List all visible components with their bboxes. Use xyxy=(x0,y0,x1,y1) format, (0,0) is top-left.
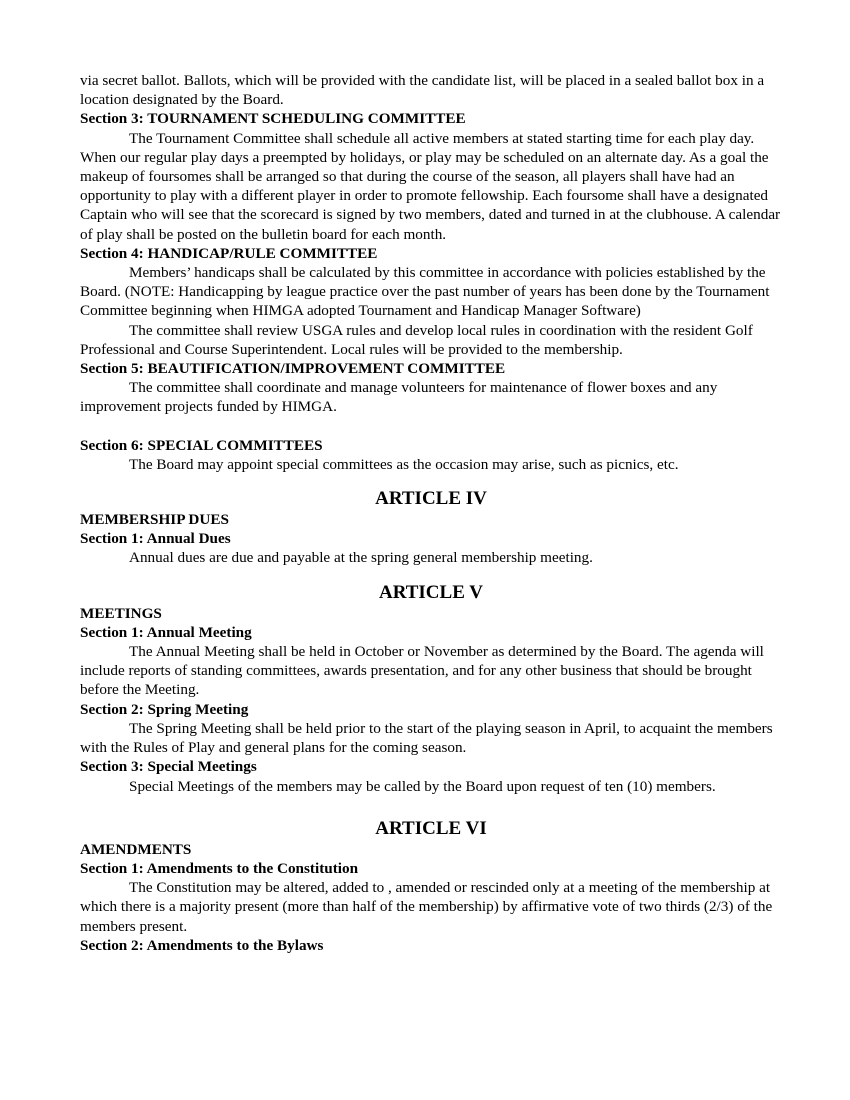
article-subtitle-dues: MEMBERSHIP DUES xyxy=(80,511,229,529)
handicap-paragraph: Members’ handicaps shall be calculated by this committee in accordance with policies established by the Board. (NOTE: Handicapping by league practice over the past number of years has been done by the Tournament Committee beginning when HIMGA adopted Tournament and Handicap Manager Software) xyxy=(80,264,770,320)
document-page xyxy=(80,71,782,955)
spacer xyxy=(80,796,782,818)
beautification-paragraph: The committee shall coordinate and manage volunteers for maintenance of flower boxes and any improvement projects funded by HIMGA. xyxy=(80,379,718,416)
annual-meeting-paragraph: The Annual Meeting shall be held in October or November as determined by the Board. The agenda will include reports of standing committees, awards presentation, and for any other business that should be brought before the Meeting. xyxy=(80,643,764,699)
article-heading-v: ARTICLE V xyxy=(378,581,484,603)
constitution-amendments-paragraph: The Constitution may be altered, added to , amended or rescinded only at a meeting of the membership at which there is a majority present (more than half of the membership) by affirmative vote of two thirds (2/3) of the members present. xyxy=(80,879,773,935)
section-heading-beautification: Section 5: BEAUTIFICATION/IMPROVEMENT COMMITTEE xyxy=(80,360,506,378)
spacer xyxy=(80,568,782,582)
section-heading-special-meetings: Section 3: Special Meetings xyxy=(80,758,257,776)
special-meetings-paragraph: Special Meetings of the members may be called by the Board upon request of ten (10) members. xyxy=(129,777,716,795)
article-subtitle-amendments: AMENDMENTS xyxy=(80,840,192,858)
blank-line xyxy=(80,417,782,436)
section-heading-tournament: Section 3: TOURNAMENT SCHEDULING COMMITTEE xyxy=(80,110,466,128)
rules-paragraph: The committee shall review USGA rules and develop local rules in coordination with the resident Golf Professional and Course Superintendent. Local rules will be provided to the membership. xyxy=(80,321,753,358)
spacer xyxy=(80,474,782,488)
section-heading-special-committees: Section 6: SPECIAL COMMITTEES xyxy=(80,436,323,454)
section-heading-annual-meeting: Section 1: Annual Meeting xyxy=(80,623,252,641)
section-heading-spring-meeting: Section 2: Spring Meeting xyxy=(80,700,249,718)
article-heading-iv: ARTICLE IV xyxy=(375,488,487,510)
annual-dues-paragraph: Annual dues are due and payable at the spring general membership meeting. xyxy=(129,549,593,567)
ballot-paragraph: via secret ballot. Ballots, which will be provided with the candidate list, will be placed in a sealed ballot box in a location designated by the Board. xyxy=(80,72,765,109)
section-heading-handicap: Section 4: HANDICAP/RULE COMMITTEE xyxy=(80,244,378,262)
article-heading-vi: ARTICLE VI xyxy=(375,817,487,839)
spring-meeting-paragraph: The Spring Meeting shall be held prior to the start of the playing season in April, to acquaint the members with the Rules of Play and general plans for the coming season. xyxy=(80,719,773,757)
article-subtitle-meetings: MEETINGS xyxy=(80,604,162,622)
tournament-paragraph: The Tournament Committee shall schedule all active members at stated starting time for each play day. When our regular play days a preempted by holidays, or play may be scheduled on an alternate day. As a goal the makeup of foursomes shall be arranged so that during the course of the season, all players shall have had an opportunity to play with a different player in order to promote fellowship. Each foursome shall have a designated Captain who will see that the scorecard is signed by two members, dated and turned in at the clubhouse. A calendar of play shall be posted on the bulletin board for each month. xyxy=(80,129,781,243)
special-committees-paragraph: The Board may appoint special committees as the occasion may arise, such as picnics, etc. xyxy=(129,455,679,473)
section-heading-annual-dues: Section 1: Annual Dues xyxy=(80,530,231,548)
section-heading-bylaws-amendments: Section 2: Amendments to the Bylaws xyxy=(80,936,324,954)
section-heading-constitution-amendments: Section 1: Amendments to the Constitution xyxy=(80,859,359,877)
